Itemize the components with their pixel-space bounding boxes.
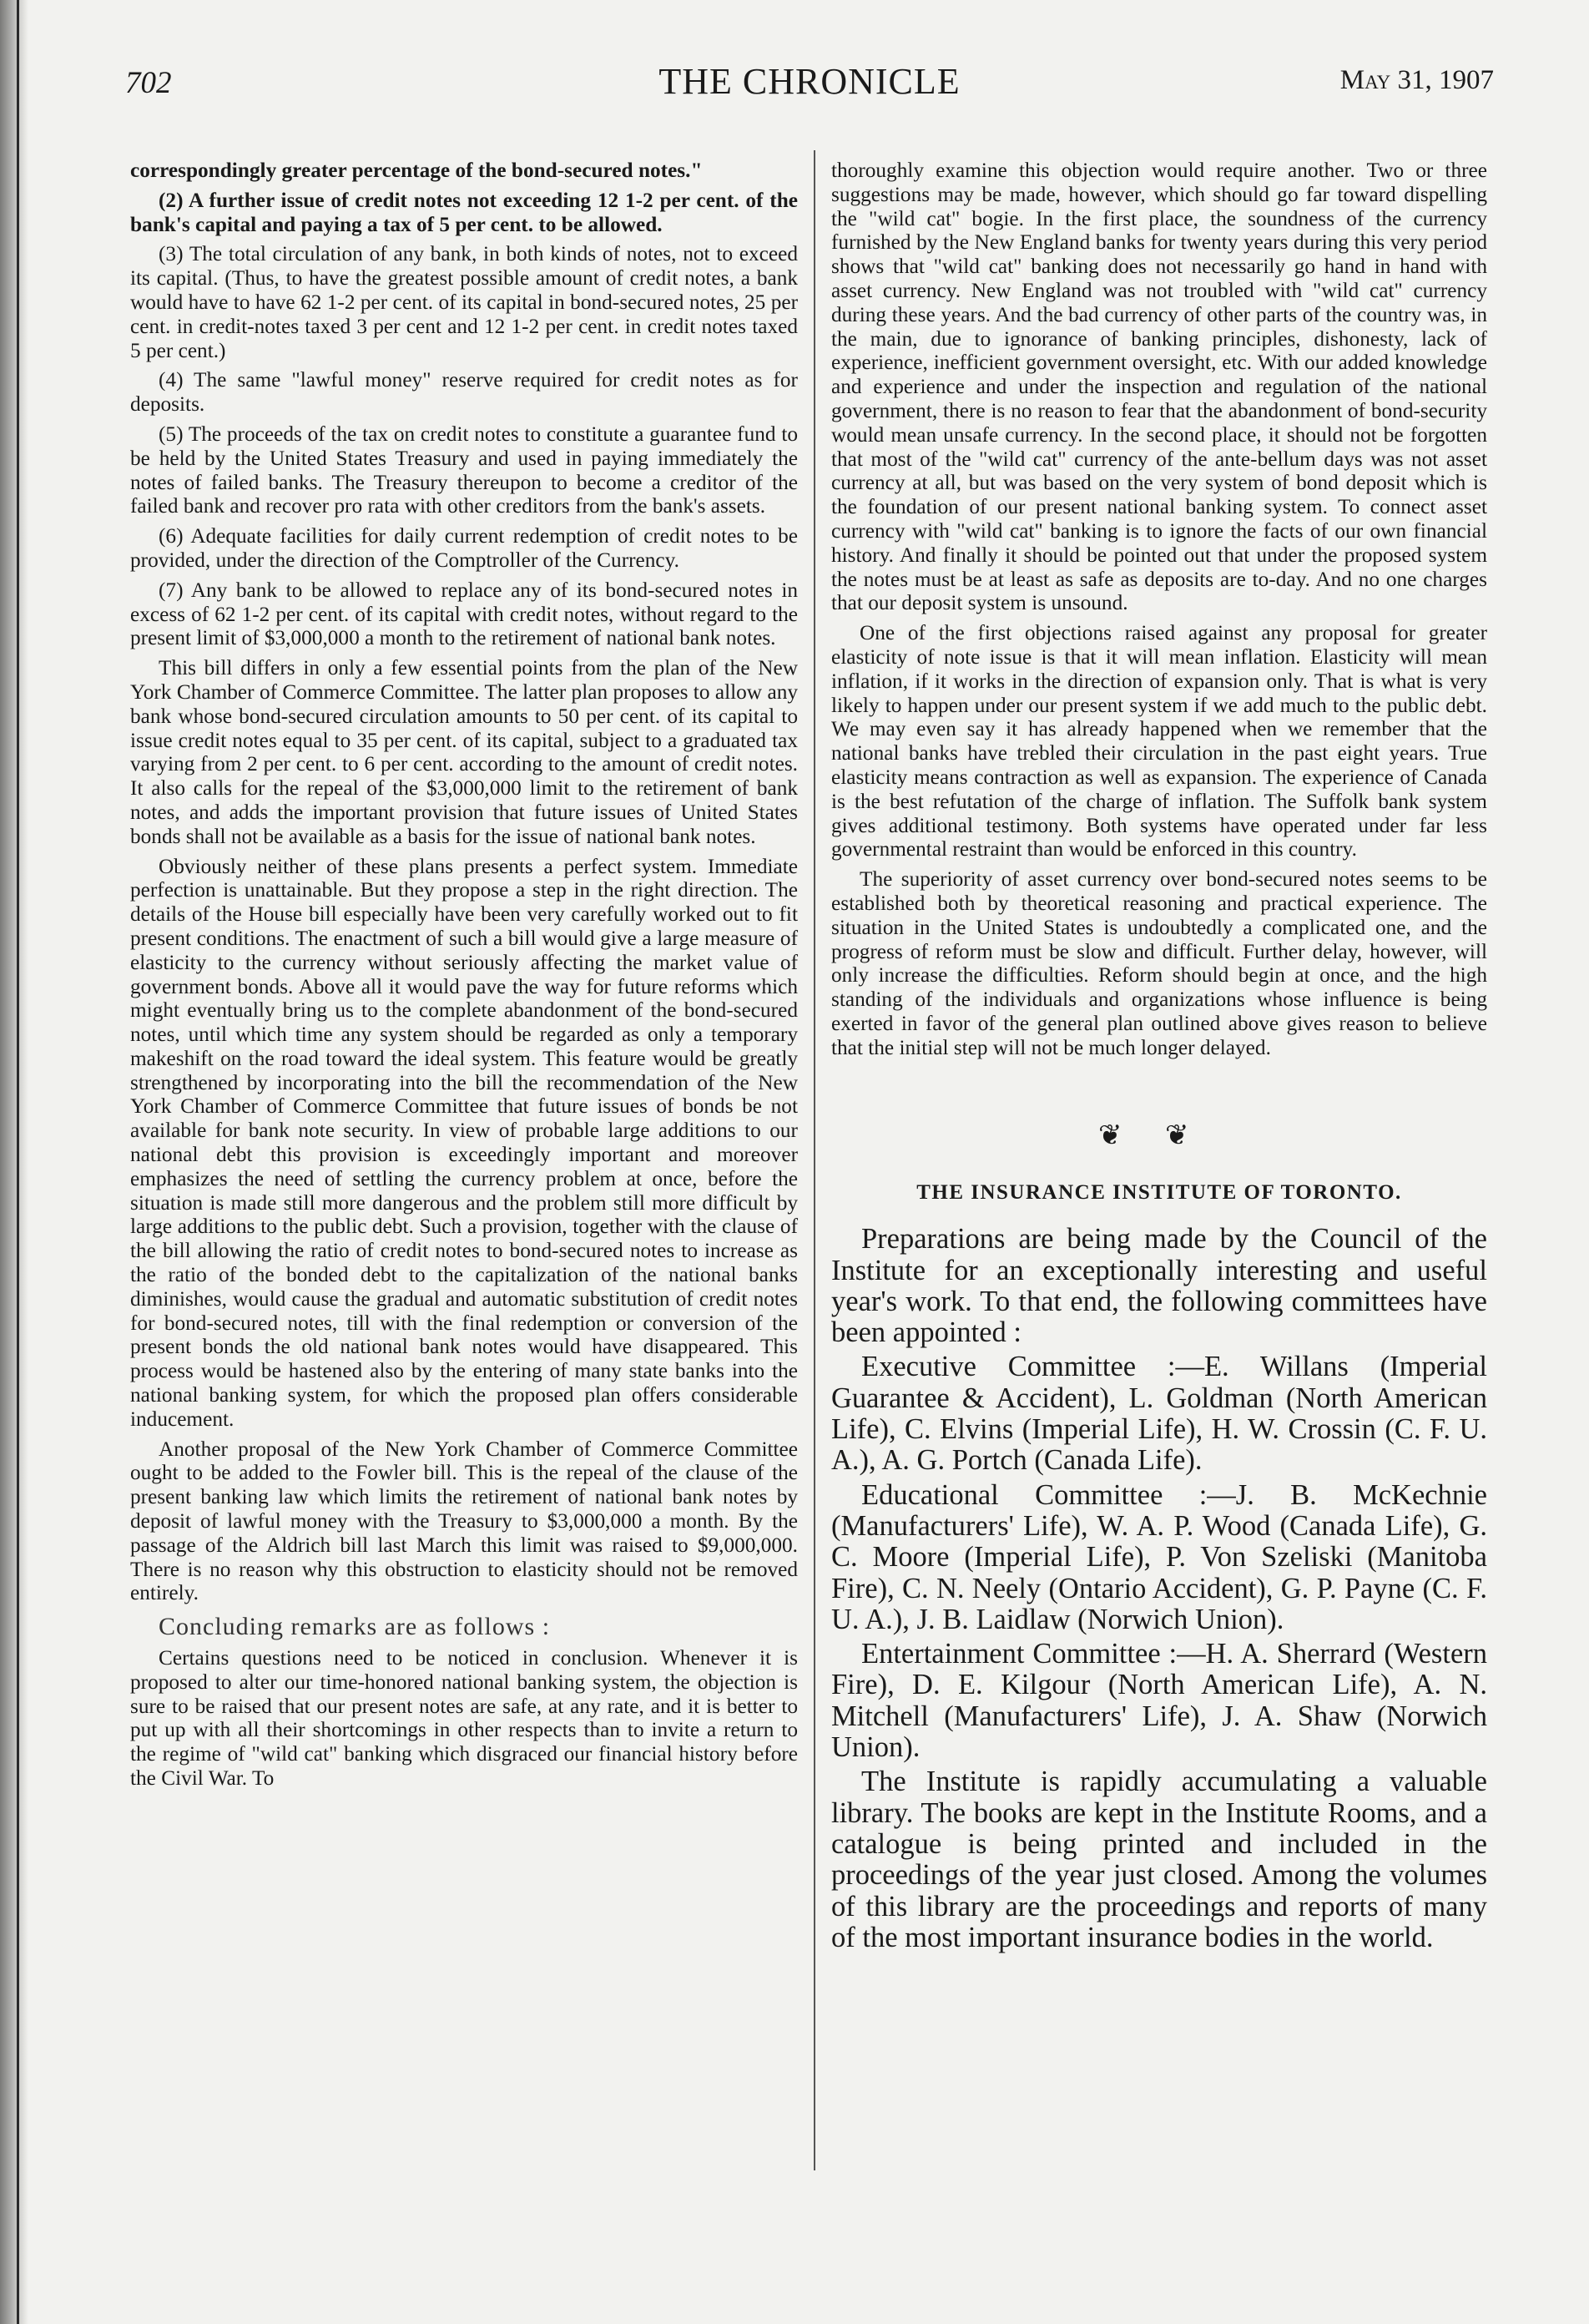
committee-paragraph: Educational Committee :—J. B. McKechnie (Manufacturers' Life), W. A. P. Wood (Canada Life), G. C. Moore (Imperial Life), P. Von Szeliski (Manitoba Fire), C. N. Neely (Ontario Accident), G. P. Payne (C. F. U. A.), J. B. Laidlaw (Norwich Union).	[831, 1478, 1487, 1635]
paragraph: Obviously neither of these plans presents a perfect system. Immediate perfection is unattainable. But they propose a step in the right direction. The details of the House bill especially have been very carefully worked out to fit present conditions. The enactment of such a bill would give a large measure of elasticity to the currency without seriously affecting the market value of government bonds. Above all it would pave the way for future reforms which might eventually bring us to the complete abandonment of the bond-secured notes, until which time any system should be regarded as only a temporary makeshift on the road toward the ideal system. This feature would be greatly strengthened by incorporating into the bill the recommendation of the New York Chamber of Commerce Committee that future issues of bonds be not available for bank note security. In view of probable large additions to our national debt this provision is exceedingly important and moreover emphasizes the need of settling the currency problem at once, before the situation is made still more dangerous and the problem still more difficult by large additions to the public debt. Such a provision, together with the clause of the bill allowing the ratio of credit notes to bond-secured notes to increase as the ratio of the bonded debt to the capitalization of the national banks diminishes, would cause the gradual and automatic substitution of credit notes for bond-secured notes, till with the final redemption or conversion of the present bonds the old national bank notes would have disappeared. This process would be hastened also by the entering of many state banks into the national banking system, for which the proposed plan offers considerable inducement.	[130, 854, 798, 1431]
paragraph: The superiority of asset currency over bond-secured notes seems to be established both by theoretical reasoning and practical experience. The situation in the United States is undoubtedly a complicated one, and the progress of reform must be slow and difficult. Further delay, however, will only increase the difficulties. Reform should begin at once, and the high standing of the individuals and organizations whose influence is being exerted in favor of the general plan outlined above gives reason to believe that the initial step will not be much longer delayed.	[831, 867, 1487, 1059]
masthead-title: THE CHRONICLE	[658, 61, 961, 102]
page-header	[125, 61, 1494, 115]
paragraph: The Institute is rapidly accumulating a valuable library. The books are kept in the Institute Rooms, and a catalogue is being printed and included in the proceedings of the year just closed. Among the volumes of this library are the proceedings and reports of many of the most important insurance bodies in the world.	[831, 1766, 1487, 1953]
section-heading: THE INSURANCE INSTITUTE OF TORONTO.	[916, 1181, 1402, 1205]
ornament-divider	[831, 1083, 1487, 1175]
insurance-article	[831, 1224, 1487, 1953]
paragraph: (2) A further issue of credit notes not exceeding 12 1-2 per cent. of the bank's capital and paying a tax of 5 per cent. to be allowed.	[130, 188, 798, 236]
binding-edge	[0, 0, 28, 2324]
committee-paragraph: Executive Committee :—E. Willans (Imperial Guarantee & Accident), L. Goldman (North American Life), C. Elvins (Imperial Life), H. W. Crossin (C. F. U. A.), A. G. Portch (Canada Life).	[831, 1351, 1487, 1477]
paragraph: (6) Adequate facilities for daily current redemption of credit notes to be provided, under the direction of the Comptroller of the Currency.	[130, 524, 798, 572]
column-divider	[814, 150, 815, 2170]
paragraph: (4) The same "lawful money" reserve required for credit notes as for deposits.	[130, 368, 798, 417]
committee-paragraph: Entertainment Committee :—H. A. Sherrard (Western Fire), D. E. Kilgour (North American Life), A. N. Mitchell (Manufacturers' Life), J. A. Shaw (Norwich Union).	[831, 1638, 1487, 1764]
paragraph: (5) The proceeds of the tax on credit notes to constitute a guarantee fund to be held by the United States Treasury and used in paying immediately the notes of failed banks. The Treasury thereupon to become a creditor of the failed bank and recover pro rata with other creditors from the bank's assets.	[130, 422, 798, 518]
paragraph: correspondingly greater percentage of the bond-secured notes."	[130, 159, 703, 182]
paragraph: One of the first objections raised against any proposal for greater elasticity of note issue is that it will mean inflation. Elasticity will mean inflation, if it works in the direction of expansion only. That is what is very likely to happen under our present system if we add much to the public debt. We may even say it has already happened when we remember that the national banks have trebled their circulation in the past eight years. True elasticity means contraction as well as expansion. The experience of Canada is the best refutation of the charge of inflation. The Suffolk bank system gives additional testimony. Both systems have operated under far less governmental restraint than would be enforced in this country.	[831, 621, 1487, 861]
issue-date: May 31, 1907	[1339, 65, 1494, 95]
concluding-heading: Concluding remarks are as follows :	[159, 1613, 551, 1641]
page-number: 702	[125, 66, 172, 100]
right-column	[831, 159, 1487, 1953]
paragraph: This bill differs in only a few essential points from the plan of the New York Chamber of Commerce Committee. The latter plan proposes to allow any bank whose bond-secured circulation amounts to 50 per cent. of its capital to issue credit notes equal to 35 per cent. of its capital, subject to a graduated tax varying from 2 per cent. to 6 per cent. according to the amount of credit notes. It also calls for the repeal of the $3,000,000 limit to the retirement of bank notes, and adds the important provision that future issues of United States bonds shall not be available as a basis for the issue of national bank notes.	[130, 656, 798, 848]
fleuron-icon: ❦	[1165, 1120, 1189, 1152]
paragraph: (3) The total circulation of any bank, in both kinds of notes, not to exceed its capital. (Thus, to have the greatest possible amount of credit notes, a bank would have to have 62 1-2 per cent. of its capital in bond-secured notes, 25 per cent. in credit-notes taxed 3 per cent and 12 1-2 per cent. in credit notes taxed 5 per cent.)	[130, 242, 798, 362]
paragraph: Certains questions need to be noticed in conclusion. Whenever it is proposed to alter our time-honored national banking system, the objection is sure to be raised that our present notes are safe, at any rate, and it is better to put up with all their shortcomings in other respects than to invite a return to the regime of "wild cat" banking which disgraced our financial history before the Civil War. To	[130, 1646, 798, 1790]
fleuron-icon: ❦	[1098, 1120, 1122, 1152]
paragraph: (7) Any bank to be allowed to replace any of its bond-secured notes in excess of 62 1-2 per cent. of its capital with credit notes, without regard to the present limit of $3,000,000 a month to the retirement of national bank notes.	[130, 578, 798, 650]
paragraph: thoroughly examine this objection would require another. Two or three suggestions may be made, however, which should go far toward dispelling the "wild cat" bogie. In the first place, the soundness of the currency furnished by the New England banks for twenty years during this very period shows that "wild cat" banking does not necessarily go hand in hand with asset currency. New England was not troubled with "wild cat" currency during these years. And the bad currency of other parts of the country was, in the main, due to ignorance of banking principles, dishonesty, lack of experience, inefficient government oversight, etc. With our added knowledge and experience and under the inspection and regulation of the national government, there is no reason to fear that the abandonment of bond-security would mean unsafe currency. In the second place, it should not be forgotten that most of the "wild cat" currency of the ante-bellum days was not asset currency at all, but was based on the very system of bond deposit which is the foundation of our present national banking system. To connect asset currency with "wild cat" banking is to ignore the facts of our own financial history. And finally it should be pointed out that under the proposed system the notes must be at least as safe as deposits are to-day. And no one charges that our deposit system is unsound.	[831, 159, 1487, 615]
paragraph: Preparations are being made by the Council of the Institute for an exceptionally interesting and useful year's work. To that end, the following committees have been appointed :	[831, 1223, 1487, 1349]
paragraph: Another proposal of the New York Chamber of Commerce Committee ought to be added to the Fowler bill. This is the repeal of the clause of the present banking law which limits the retirement of national bank notes by deposit of lawful money with the Treasury to $3,000,000 a month. By the passage of the Aldrich bill last March this limit was raised to $9,000,000. There is no reason why this obstruction to elasticity should not be removed entirely.	[130, 1437, 798, 1605]
left-column	[130, 159, 798, 1791]
